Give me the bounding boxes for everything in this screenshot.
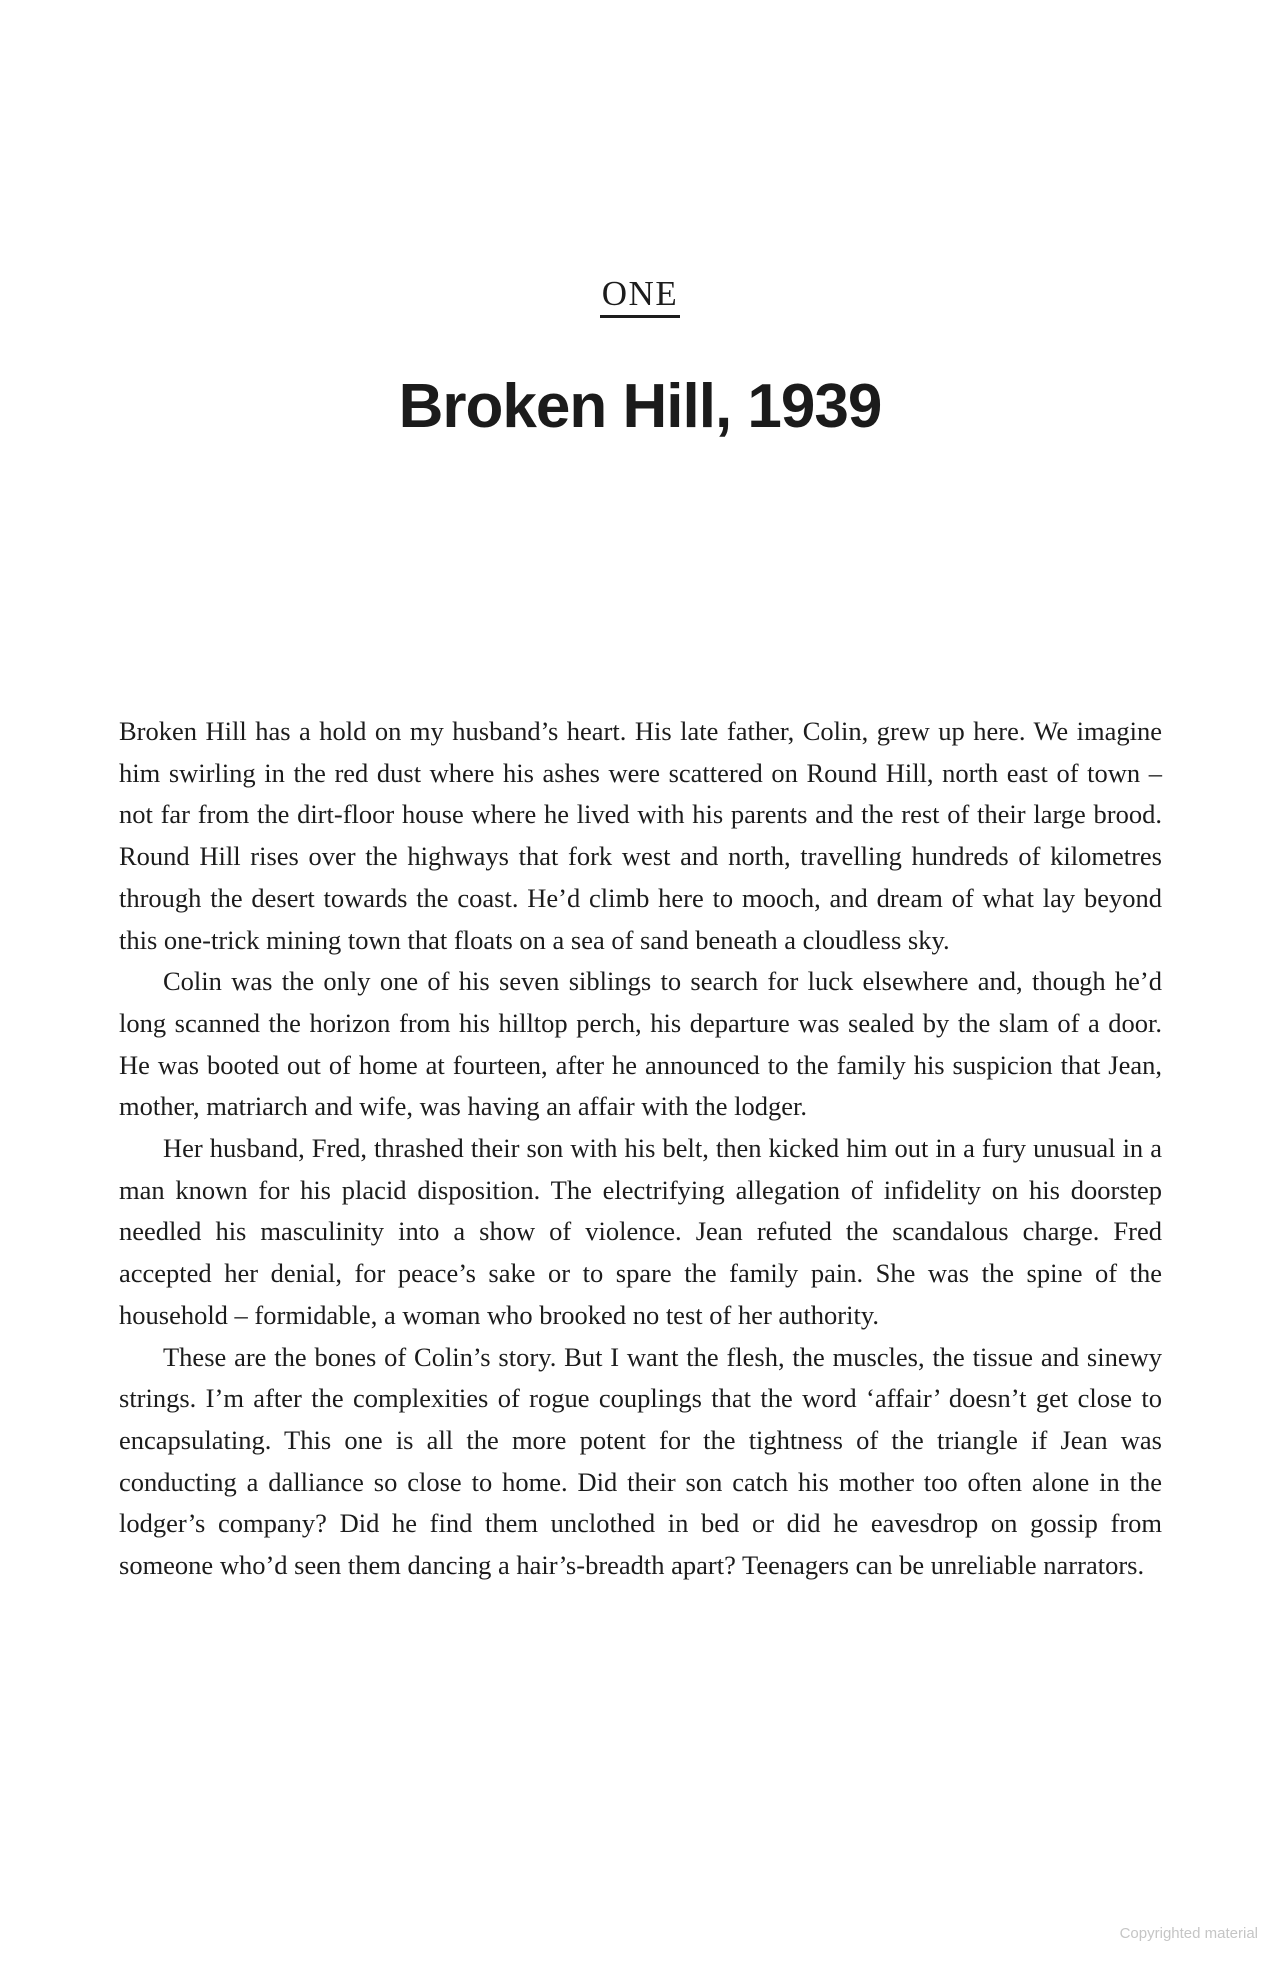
chapter-title: Broken Hill, 1939 — [398, 372, 882, 441]
copyright-watermark: Copyrighted material — [1119, 1925, 1258, 1942]
chapter-number-text: ONE — [600, 274, 680, 318]
paragraph-2: Colin was the only one of his seven siblings to search for luck elsewhere and, though he’d long scanned the horizon from his hilltop perch, his departure was sealed by the slam of a door. He was booted out of home at fourteen, after he announced to the family his suspicion that Jean, mother, matriarch and wife, was having an affair with the lodger. — [119, 966, 1162, 1122]
paragraph-4: These are the bones of Colin’s story. But I want the flesh, the muscles, the tissue and sinewy strings. I’m after the complexities of rogue couplings that the word ‘affair’ doesn’t get close to encapsulating. This one is all the more potent for the tightness of the triangle if Jean was conducting a dalliance so close to home. Did their son catch his mother too often alone in the lodger’s company? Did he find them unclothed in bed or did he eavesdrop on gossip from someone who’d seen them dancing a hair’s-breadth apart? Teenagers can be unreliable narrators. — [119, 1341, 1162, 1581]
chapter-number — [0, 274, 1280, 318]
paragraph-1: Broken Hill has a hold on my husband’s heart. His late father, Colin, grew up here. We imagine him swirling in the red dust where his ashes were scattered on Round Hill, north east of town – not far from the dirt-floor house where he lived with his parents and the rest of their large brood. Round Hill rises over the highways that fork west and north, travelling hundreds of kilometres through the desert towards the coast. He’d climb here to mooch, and dream of what lay beyond this one-trick mining town that floats on a sea of sand beneath a cloudless sky. — [119, 716, 1162, 955]
paragraph-3: Her husband, Fred, thrashed their son with his belt, then kicked him out in a fury unusual in a man known for his placid disposition. The electrifying allegation of infidelity on his doorstep needled his masculinity into a show of violence. Jean refuted the scandalous charge. Fred accepted her denial, for peace’s sake or to spare the family pain. She was the spine of the household – formidable, a woman who brooked no test of her authority. — [119, 1133, 1162, 1330]
body-text — [119, 711, 1162, 1587]
